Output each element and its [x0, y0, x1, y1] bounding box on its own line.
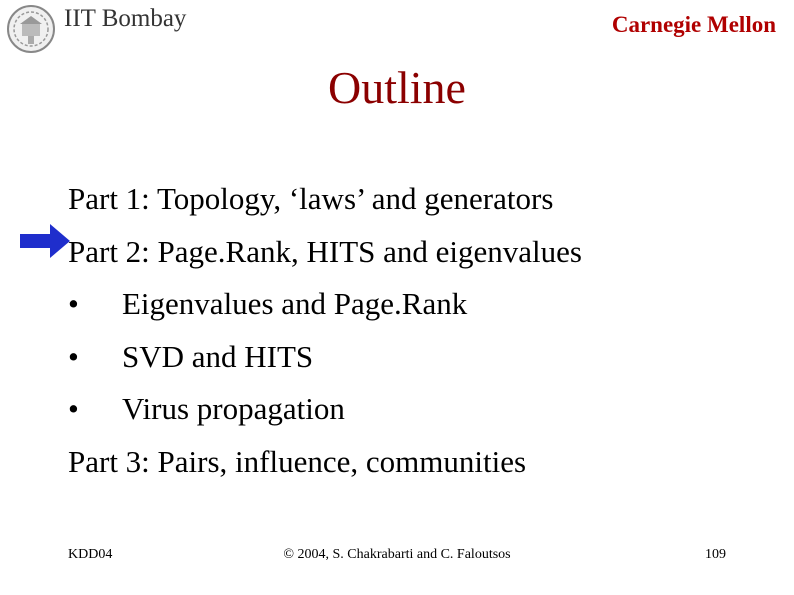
- header-institution-right: Carnegie Mellon: [611, 12, 776, 37]
- footer-copyright: © 2004, S. Chakrabarti and C. Faloutsos: [283, 547, 511, 562]
- header-institution-left: IIT Bombay: [64, 5, 187, 32]
- footer-conference: KDD04: [68, 547, 113, 562]
- bullet-icon: •: [68, 286, 79, 321]
- bullet-icon: •: [68, 391, 79, 426]
- slide-title: Outline: [328, 62, 466, 113]
- outline-item-text: Part 3: Pairs, influence, communities: [68, 443, 527, 479]
- bullet-icon: •: [68, 338, 79, 374]
- outline-item: [68, 439, 582, 492]
- outline-item-text: Part 1: Topology, ‘laws’ and generators: [68, 181, 554, 216]
- outline-item-text: SVD and HITS: [122, 338, 314, 374]
- outline-item-text: Virus propagation: [122, 391, 345, 426]
- footer-page-number: 109: [705, 547, 726, 562]
- outline-subitem: [68, 334, 582, 387]
- iit-bombay-emblem-icon: [6, 4, 56, 54]
- outline-subitem: [68, 386, 582, 439]
- outline-item-current: [68, 229, 582, 282]
- outline-subitem: [68, 281, 582, 334]
- outline-list: [68, 176, 582, 491]
- arrow-icon: [20, 224, 70, 258]
- outline-item-text: Part 2: Page.Rank, HITS and eigenvalues: [68, 233, 582, 269]
- outline-item: [68, 176, 582, 229]
- outline-item-text: Eigenvalues and Page.Rank: [122, 286, 468, 321]
